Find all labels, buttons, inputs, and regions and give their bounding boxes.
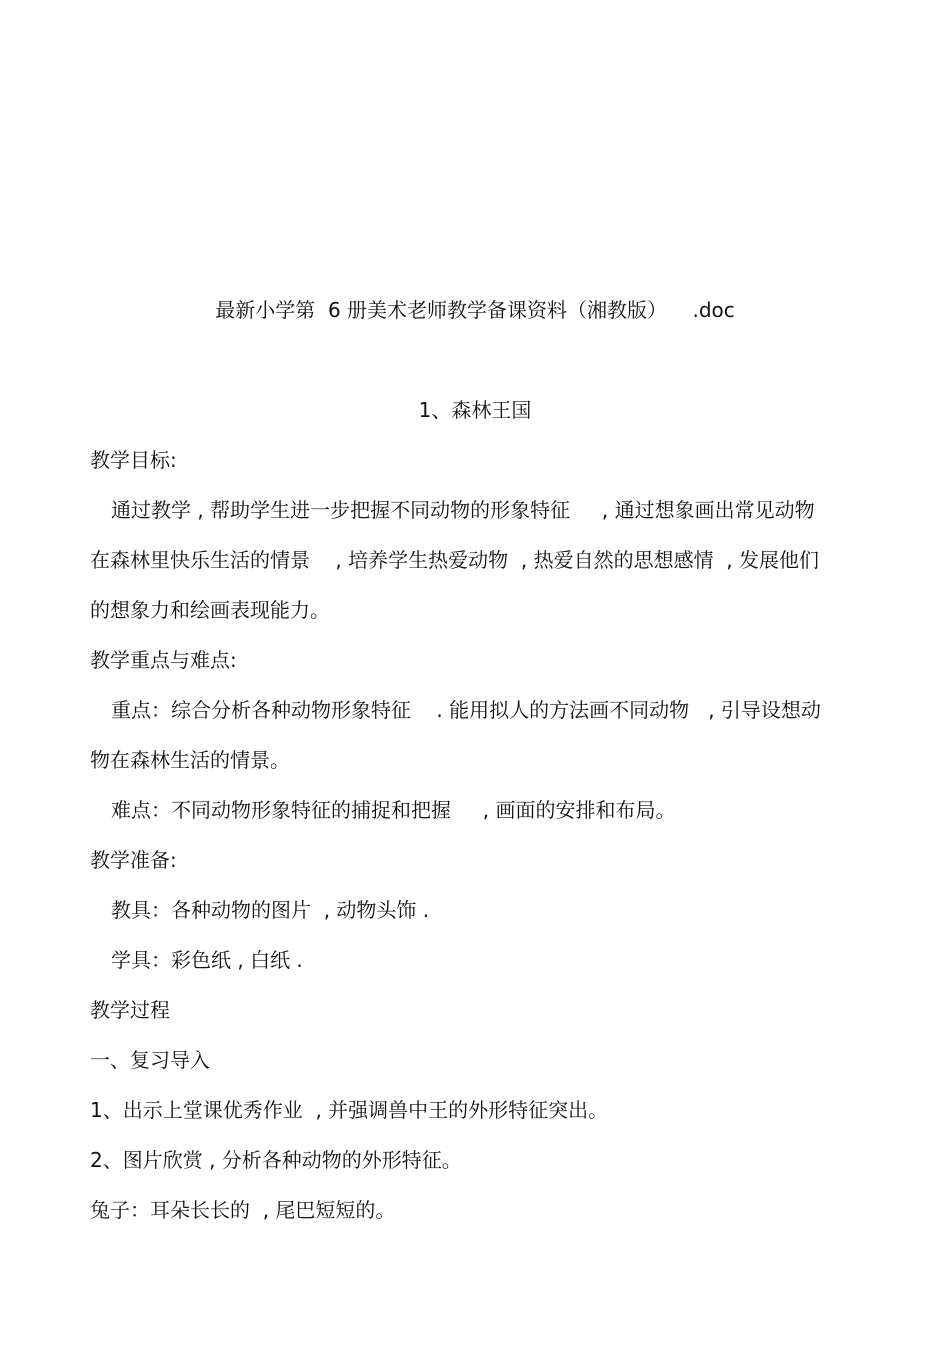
paragraph-line: 教具：各种动物的图片 , 动物头饰 . <box>111 898 430 922</box>
list-item: 1、出示上堂课优秀作业 , 并强调兽中王的外形特征突出。 <box>90 1098 609 1122</box>
list-item: 2、图片欣赏 , 分析各种动物的外形特征。 <box>90 1148 462 1172</box>
paragraph-line: 物在森林生活的情景。 <box>90 748 290 772</box>
paragraph-line: 兔子：耳朵长长的 , 尾巴短短的。 <box>90 1198 396 1222</box>
paragraph-line: 的想象力和绘画表现能力。 <box>90 598 330 622</box>
paragraph-line: 学具：彩色纸 , 白纸 . <box>111 948 303 972</box>
paragraph-line: 通过教学 , 帮助学生进一步把握不同动物的形象特征 , 通过想象画出常见动物 <box>111 498 815 522</box>
paragraph-line: 重点：综合分析各种动物形象特征 . 能用拟人的方法画不同动物 , 引导设想动 <box>111 698 821 722</box>
section-heading-process: 教学过程 <box>90 998 170 1022</box>
section-heading-objectives: 教学目标: <box>90 448 177 472</box>
section-heading-key-points: 教学重点与难点: <box>90 648 237 672</box>
section-heading-preparation: 教学准备: <box>90 848 177 872</box>
document-title: 最新小学第 6 册美术老师教学备课资料（湘教版） .doc <box>215 298 735 322</box>
lesson-title: 1、森林王国 <box>418 398 532 422</box>
paragraph-line: 难点：不同动物形象特征的捕捉和把握 , 画面的安排和布局。 <box>111 798 676 822</box>
subsection-heading: 一、复习导入 <box>90 1048 210 1072</box>
paragraph-line: 在森林里快乐生活的情景 , 培养学生热爱动物 , 热爱自然的思想感情 , 发展他们 <box>90 548 820 572</box>
